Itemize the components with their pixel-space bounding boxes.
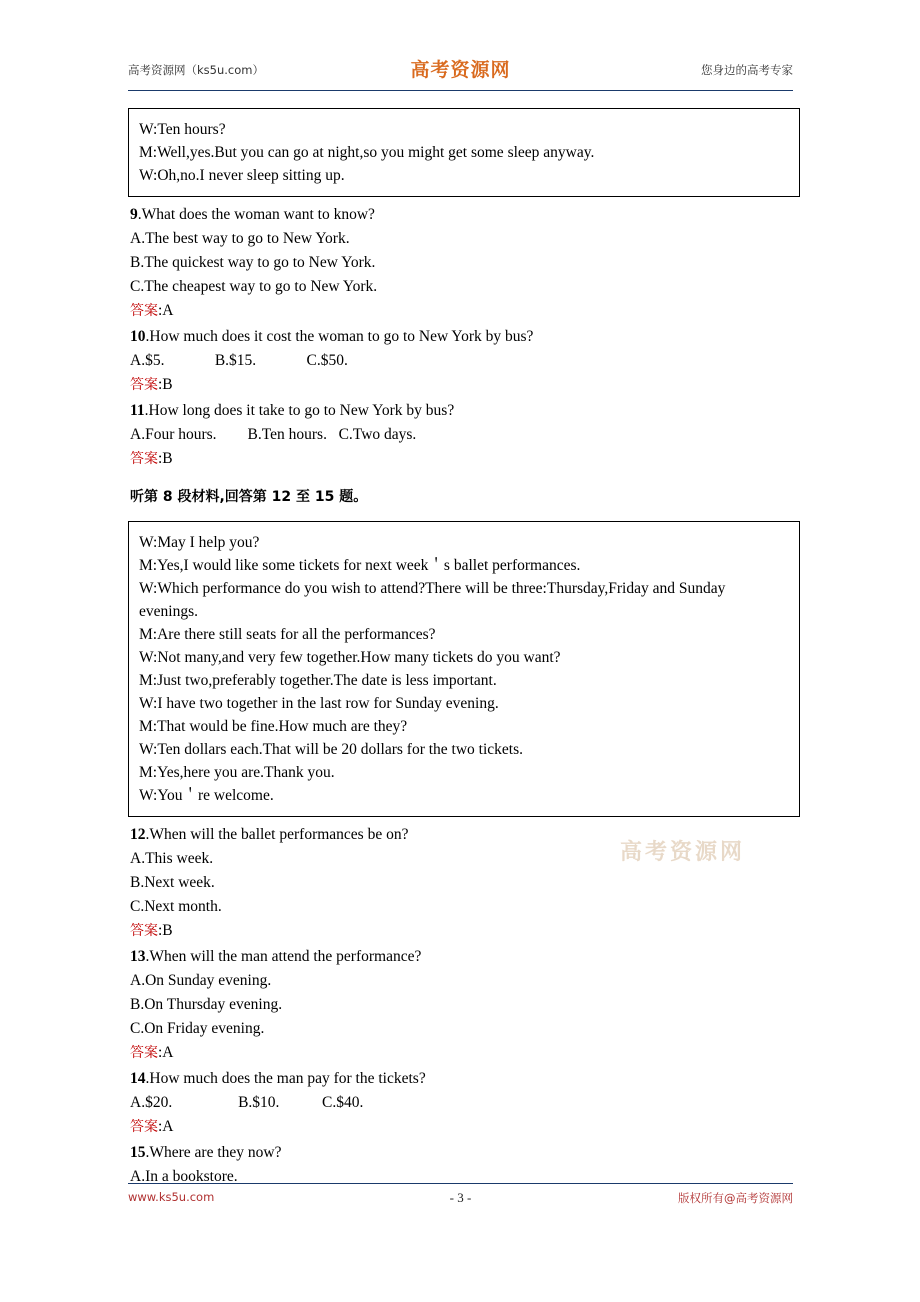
question-option: B.The quickest way to go to New York. xyxy=(130,254,376,271)
answer-label: 答案 xyxy=(130,377,158,393)
question-number: 9 xyxy=(130,206,138,223)
watermark: 高考资源网 xyxy=(620,840,746,865)
dialog-line: W:Not many,and very few together.How many tickets do you want? xyxy=(139,649,561,666)
question-10 xyxy=(128,325,800,397)
question-14 xyxy=(128,1067,800,1139)
answer-value: :A xyxy=(158,1044,174,1061)
question-text: .Where are they now? xyxy=(145,1144,282,1161)
question-11 xyxy=(128,399,800,471)
answer-line xyxy=(128,1115,800,1139)
question-stem xyxy=(128,203,800,227)
section-heading: 听第 8 段材料,回答第 12 至 15 题。 xyxy=(130,489,368,505)
answer-value: :B xyxy=(158,376,173,393)
page-number: - 3 - xyxy=(449,1190,472,1205)
question-text: .How much does the man pay for the tickets? xyxy=(145,1070,426,1087)
question-option: A.This week. xyxy=(130,850,214,867)
question-stem xyxy=(128,823,800,847)
dialog-line: W:You＇re welcome. xyxy=(139,787,274,804)
answer-label: 答案 xyxy=(130,1045,158,1061)
question-12 xyxy=(128,823,800,943)
question-option: C.The cheapest way to go to New York. xyxy=(130,278,378,295)
dialog-line: M:Just two,preferably together.The date is less important. xyxy=(139,672,497,689)
answer-label: 答案 xyxy=(130,1119,158,1135)
dialog-line: W:Oh,no.I never sleep sitting up. xyxy=(139,167,345,184)
question-option: B.Next week. xyxy=(130,874,215,891)
answer-value: :B xyxy=(158,450,173,467)
dialog-line: M:That would be fine.How much are they? xyxy=(139,718,408,735)
answer-line xyxy=(128,373,800,397)
question-option: B.On Thursday evening. xyxy=(130,996,283,1013)
header-site-name: 高考资源网（ks5u.com） xyxy=(128,63,264,77)
answer-line xyxy=(128,919,800,943)
dialog-line: W:I have two together in the last row for Sunday evening. xyxy=(139,695,499,712)
question-9 xyxy=(128,203,800,323)
question-number: 10 xyxy=(130,328,146,345)
footer-copyright: 版权所有@高考资源网 xyxy=(678,1191,793,1205)
answer-label: 答案 xyxy=(130,451,158,467)
footer-url[interactable]: www.ks5u.com xyxy=(128,1190,215,1204)
question-option: A.In a bookstore. xyxy=(130,1168,238,1185)
question-stem xyxy=(128,1141,800,1165)
page-header xyxy=(128,55,793,91)
dialog-box-8 xyxy=(128,521,800,817)
page-footer xyxy=(128,1183,793,1213)
dialog-line: W:Ten hours? xyxy=(139,121,226,138)
dialog-line: W:Ten dollars each.That will be 20 dollars for the two tickets. xyxy=(139,741,524,758)
question-option-row: A.Four hours. B.Ten hours. C.Two days. xyxy=(130,426,417,443)
question-option-row: A.$20. B.$10. C.$40. xyxy=(130,1094,364,1111)
answer-line xyxy=(128,1041,800,1065)
question-stem xyxy=(128,945,800,969)
answer-label: 答案 xyxy=(130,923,158,939)
dialog-line: M:Are there still seats for all the performances? xyxy=(139,626,436,643)
answer-value: :A xyxy=(158,302,174,319)
question-number: 14 xyxy=(130,1070,146,1087)
dialog-line: M:Well,yes.But you can go at night,so you might get some sleep anyway. xyxy=(139,144,595,161)
question-option-row: A.$5. B.$15. C.$50. xyxy=(130,352,348,369)
answer-value: :B xyxy=(158,922,173,939)
question-text: .When will the man attend the performance? xyxy=(145,948,422,965)
dialog-line: M:Yes,I would like some tickets for next week＇s ballet performances. xyxy=(139,557,581,574)
dialog-box-7 xyxy=(128,108,800,197)
dialog-line: W:Which performance do you wish to attend?There will be three:Thursday,Friday and Sunday evenings. xyxy=(139,580,726,620)
question-stem xyxy=(128,325,800,349)
question-15 xyxy=(128,1141,800,1189)
question-option: A.The best way to go to New York. xyxy=(130,230,350,247)
answer-label: 答案 xyxy=(130,303,158,319)
question-option: A.On Sunday evening. xyxy=(130,972,272,989)
question-number: 12 xyxy=(130,826,146,843)
answer-value: :A xyxy=(158,1118,174,1135)
question-13 xyxy=(128,945,800,1065)
question-text: .When will the ballet performances be on? xyxy=(145,826,409,843)
question-option: C.On Friday evening. xyxy=(130,1020,265,1037)
question-stem xyxy=(128,1067,800,1091)
question-number: 13 xyxy=(130,948,146,965)
question-number: 11 xyxy=(130,402,145,419)
question-text: .What does the woman want to know? xyxy=(137,206,375,223)
dialog-line: M:Yes,here you are.Thank you. xyxy=(139,764,335,781)
header-tagline: 您身边的高考专家 xyxy=(701,63,793,77)
document-content xyxy=(128,108,800,1189)
dialog-line: W:May I help you? xyxy=(139,534,260,551)
header-logo-text: 高考资源网 xyxy=(410,59,511,81)
question-option: C.Next month. xyxy=(130,898,222,915)
answer-line xyxy=(128,447,800,471)
question-number: 15 xyxy=(130,1144,146,1161)
question-text: .How long does it take to go to New York by bus? xyxy=(144,402,455,419)
question-text: .How much does it cost the woman to go to New York by bus? xyxy=(145,328,534,345)
answer-line xyxy=(128,299,800,323)
question-stem xyxy=(128,399,800,423)
